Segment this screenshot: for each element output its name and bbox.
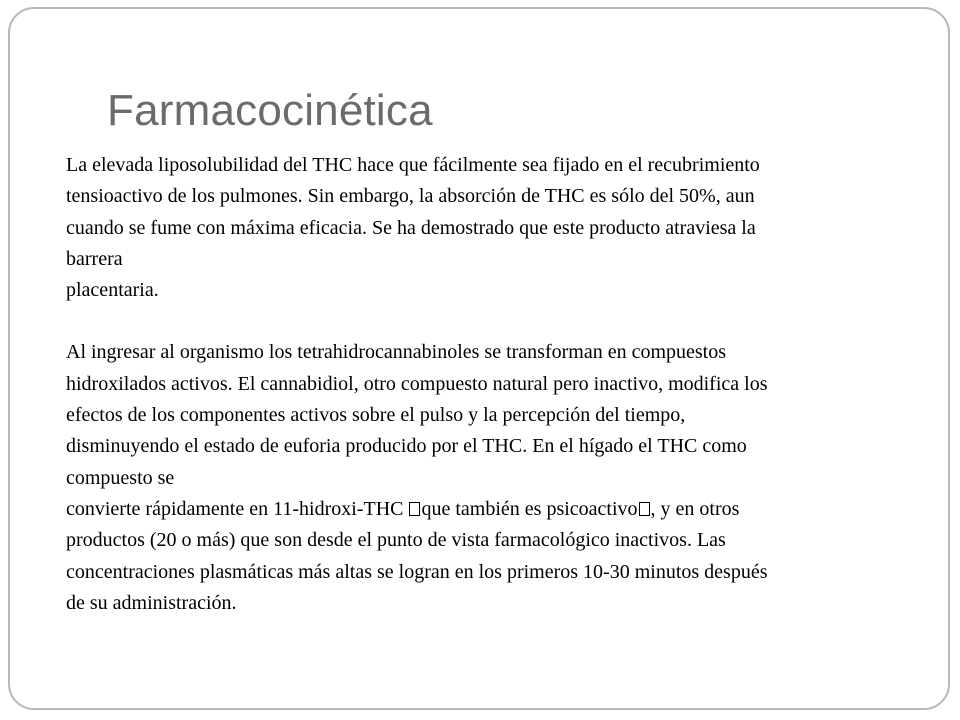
body-line: compuesto se	[66, 466, 175, 489]
body-line: tensioactivo de los pulmones. Sin embargo, la absorción de THC es sólo del 50%, aun	[66, 185, 755, 208]
body-line: hidroxilados activos. El cannabidiol, otro compuesto natural pero inactivo, modifica los	[66, 372, 768, 395]
body-line: barrera	[66, 247, 123, 270]
converts-text-part2: que también es psicoactivo	[421, 497, 638, 520]
paragraph-gap	[66, 306, 916, 337]
body-line: La elevada liposolubilidad del THC hace que fácilmente sea fijado en el recubrimiento	[66, 154, 760, 176]
body-line: productos (20 o más) que son desde el punto de vista farmacológico inactivos. Las	[66, 529, 726, 552]
body-line: placentaria.	[66, 279, 159, 302]
body-line: Al ingresar al organismo los tetrahidrocannabinoles se transforman en compuestos	[66, 341, 727, 364]
body-line: cuando se fume con máxima eficacia. Se ha demostrado que este producto atraviesa la	[66, 216, 756, 239]
body-line-converts	[66, 494, 916, 525]
body-line: concentraciones plasmáticas más altas se logran en los primeros 10-30 minutos después	[66, 560, 768, 583]
slide-body	[66, 150, 916, 619]
body-line: de su administración.	[66, 591, 237, 614]
slide-title: Farmacocinética	[107, 86, 433, 135]
converts-text-part1: convierte rápidamente en 11-hidroxi-THC	[66, 497, 409, 520]
body-line: efectos de los componentes activos sobre el pulso y la percepción del tiempo,	[66, 404, 686, 427]
missing-glyph-icon	[409, 502, 420, 516]
converts-text-part3: , y en otros	[650, 497, 740, 520]
body-line: disminuyendo el estado de euforia producido por el THC. En el hígado el THC como	[66, 435, 747, 458]
missing-glyph-icon	[639, 502, 650, 516]
